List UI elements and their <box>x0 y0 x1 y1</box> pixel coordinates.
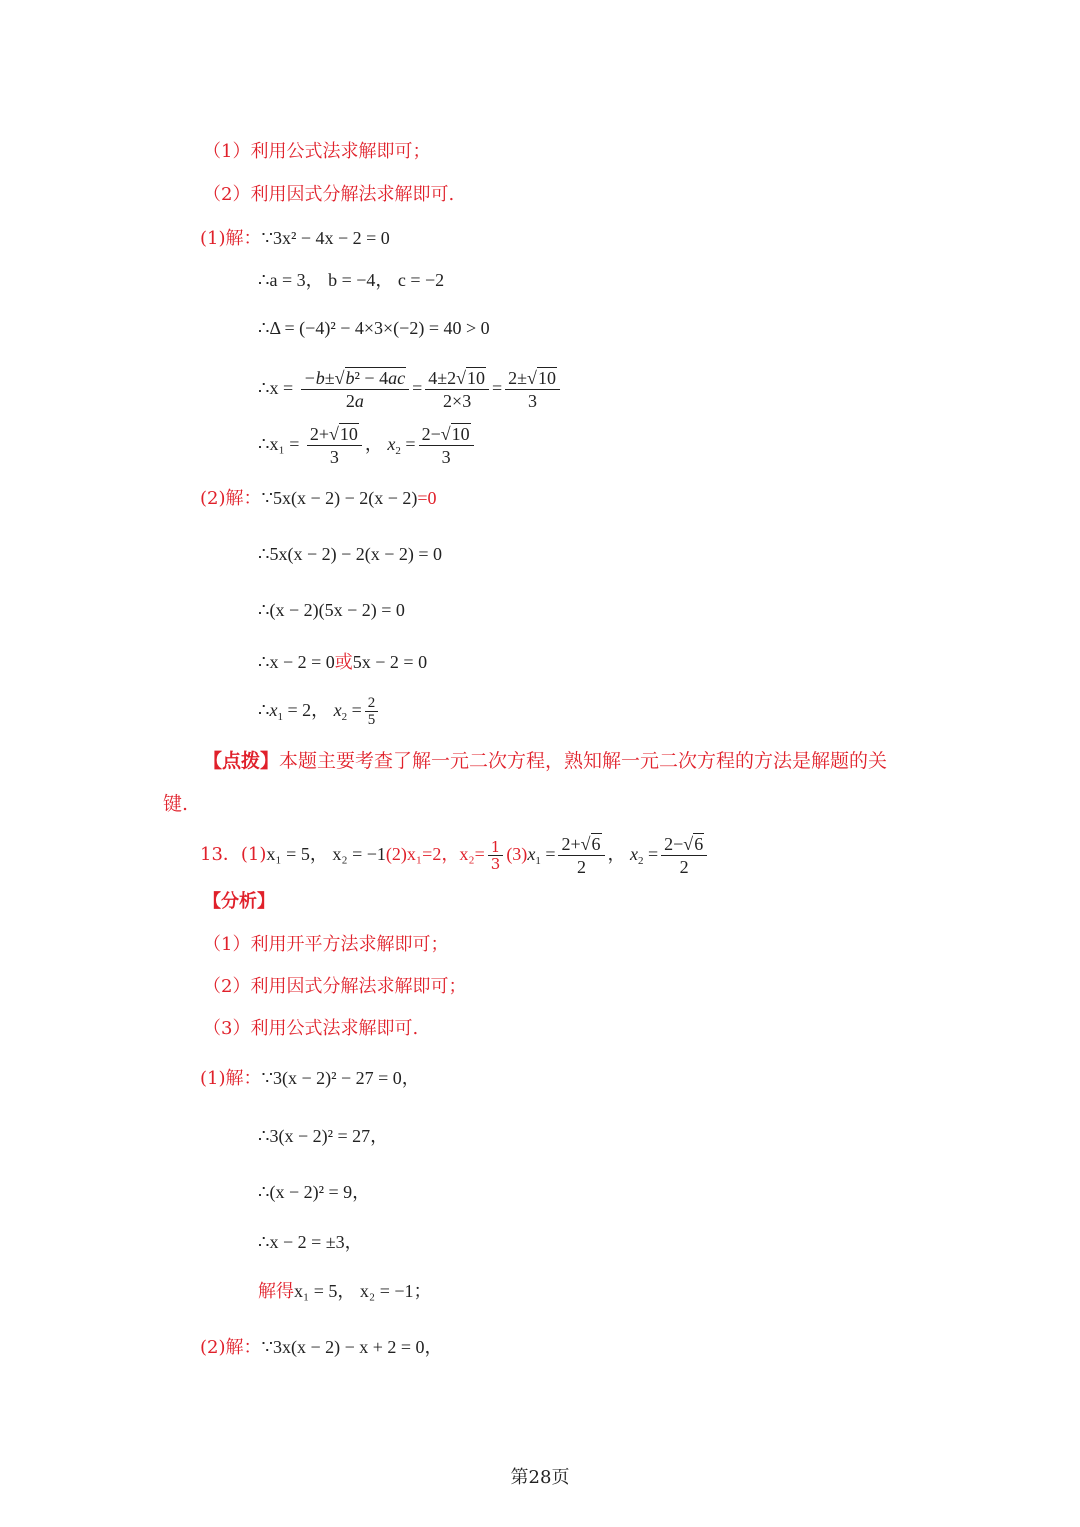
q12-abc-values: ∴a = 3， b = −4， c = −2 <box>258 270 445 290</box>
q12-s2-line1: ∴5x(x − 2) − 2(x − 2) = 0 <box>258 544 443 564</box>
q13-solution-1 <box>200 1066 420 1091</box>
q12-quadratic-formula: ∴x = $\frac{\text{−b±√b² − 4ac}}{2a}$ = $\frac{4\pm 2√10}{2\times 3}$ = $\frac{2\pm√10}{3}$ <box>258 360 563 416</box>
q12-roots: ∴x₁ = $\frac{2+√10}{3}$ ， $x_2$ = $\frac{2-√10}{3}$ <box>258 416 477 479</box>
q12-s2-line2: ∴(x − 2)(5x − 2) = 0 <box>258 600 405 620</box>
q12-s2-line3 <box>258 650 427 675</box>
q13-answer-1: x₁ = 5， x₂ = −1 <box>266 844 386 864</box>
tip-text: 本题主要考查了解一元二次方程，熟知解一元二次方程的方法是解题的关 <box>279 750 888 772</box>
hint-q12-1: （1）利用公式法求解即可； <box>203 141 431 162</box>
q12-s2-roots: $\therefore x_1 = 2$， $x_2$ = $\frac{2}{5}$ <box>258 688 381 739</box>
equation-rhs: =0 <box>417 488 437 508</box>
q13-prefix: 13．(1) <box>200 844 267 865</box>
q13-answer-2: (2)x₁=2，x₂= <box>385 844 485 864</box>
q13-s1-line4 <box>258 1279 432 1304</box>
hint-q13-1: （1）利用开平方法求解即可； <box>203 934 449 955</box>
formula-fraction: $\frac{\text{−b±√b² − 4ac}}{2a}$ <box>301 367 409 412</box>
q13-answer-3-root2: $\frac{2-√6}{2}$ <box>661 833 707 878</box>
solved-roots: x₁ = 5， x₂ = −1； <box>294 1281 432 1301</box>
or-word: 或 <box>334 652 353 673</box>
q12-solution-1-line-0 <box>200 226 390 251</box>
q13-s1-line2: ∴(x − 2)² = 9， <box>258 1182 371 1202</box>
formula-fraction-3: $\frac{2\pm√10}{3}$ <box>505 367 560 412</box>
root-2-fraction: $\frac{2-√10}{3}$ <box>419 423 474 468</box>
solution-label: (1)解： <box>200 228 262 249</box>
equation-lhs: ∵5x(x − 2) − 2(x − 2) <box>261 488 418 508</box>
hint-q12-2: （2）利用因式分解法求解即可. <box>203 184 455 205</box>
formula-fraction-2: $\frac{4\pm 2√10}{2\times 3}$ <box>425 367 489 412</box>
root-fraction: $\frac{2}{5}$ <box>365 695 379 728</box>
q13-s1-line1: ∴3(x − 2)² = 27， <box>258 1126 389 1146</box>
factor-a: ∴x − 2 = 0 <box>258 652 335 672</box>
hint-q13-3: （3）利用公式法求解即可. <box>203 1018 419 1039</box>
analysis-label: 【分析】 <box>203 891 275 912</box>
root-1-fraction: $\frac{2+√10}{3}$ <box>307 423 362 468</box>
page-number: 第28页 <box>510 1467 570 1488</box>
tip-continuation: 键. <box>163 793 189 815</box>
equation: ∵3(x − 2)² − 27 = 0， <box>261 1068 420 1088</box>
q13-answer-2-fraction: $\frac{1}{3}$ <box>488 839 504 872</box>
q13-answer-3-root1: $\frac{2+√6}{2}$ <box>558 833 604 878</box>
q13-answers: 13．(1)x₁ = 5， x₂ = −1(2)x₁=2，x₂= $\frac{1}{3}$ $(3)x_1$ = $\frac{2+√6}{2}$ ， $x_2$ = $\frac{2-√6}{2}$ <box>200 826 710 889</box>
q13-s1-line3: ∴x − 2 = ±3， <box>258 1232 363 1252</box>
equation: ∵3x² − 4x − 2 = 0 <box>261 228 390 248</box>
hint-q13-2: （2）利用因式分解法求解即可； <box>203 976 467 997</box>
roots-prefix: ∴x₁ = <box>258 434 300 454</box>
q13-answer-3-label: (3) <box>506 844 528 864</box>
solution-label: (1)解： <box>200 1068 262 1089</box>
q12-discriminant: ∴Δ = (−4)² − 4×3×(−2) = 40 > 0 <box>258 318 490 338</box>
q13-solution-2 <box>200 1335 443 1360</box>
factor-b: 5x − 2 = 0 <box>352 652 428 672</box>
tip-label: 【点拨】 <box>203 750 280 772</box>
solved-label: 解得 <box>258 1281 294 1302</box>
solution-label: (2)解： <box>200 488 262 509</box>
solution-label: (2)解： <box>200 1337 262 1358</box>
tip-line <box>203 749 887 773</box>
q12-solution-2-line-0 <box>200 486 437 511</box>
x-prefix: ∴x = <box>258 378 294 398</box>
equation: ∵3x(x − 2) − x + 2 = 0， <box>261 1337 443 1357</box>
